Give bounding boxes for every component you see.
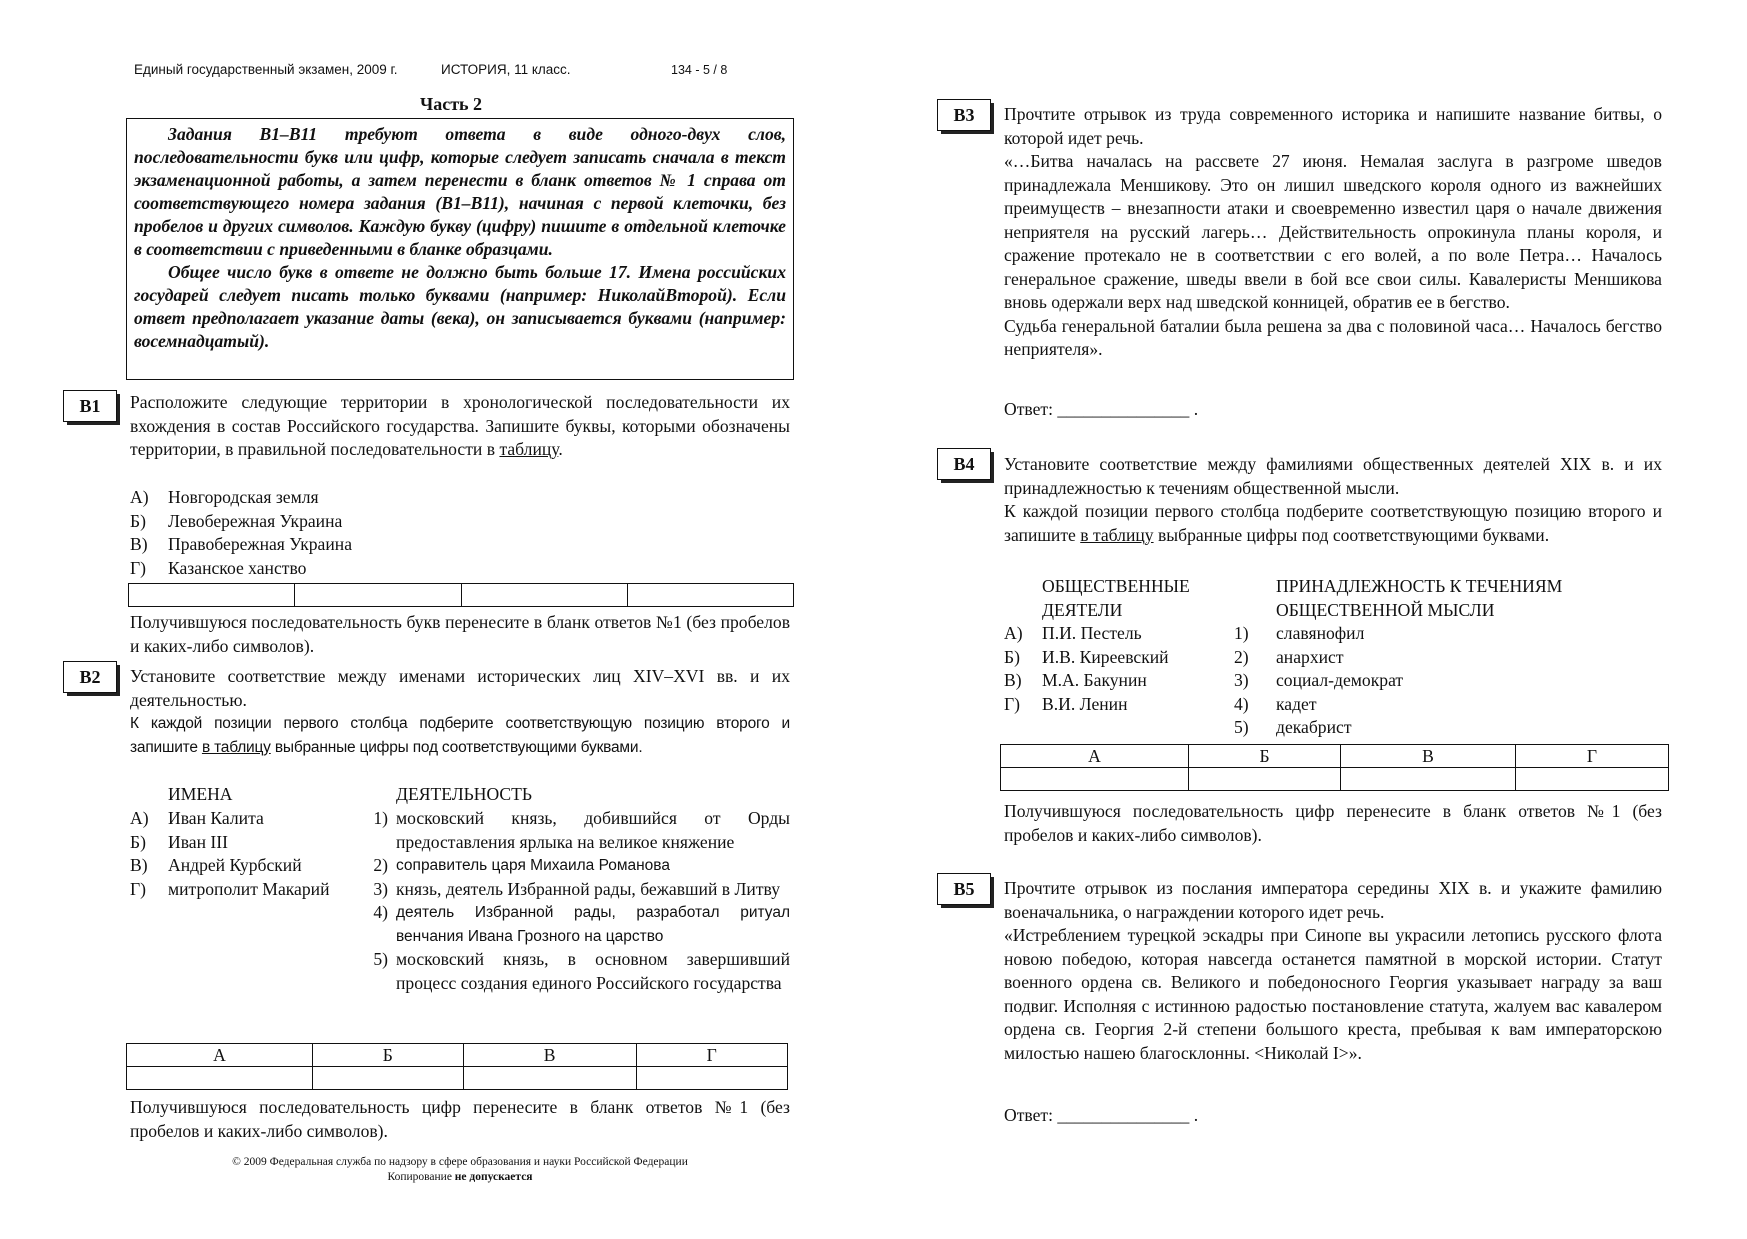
b1-answer-cell[interactable] — [129, 584, 295, 607]
list-item: 5) декабрист — [1234, 717, 1352, 737]
exam-title: Единый государственный экзамен, 2009 г. — [134, 62, 398, 77]
list-item: 2) соправитель царя Михаила Романова — [373, 855, 670, 875]
b4-answer-cell[interactable] — [1341, 768, 1516, 791]
b4-names-list — [1004, 622, 1234, 716]
b3-question-text: Прочтите отрывок из труда современного историка и напишите название битвы, о которой идет речь. «…Битва началась на рассвете 27 июня. Немалая заслуга в разгроме шведов принадлежала Меншикову. Это он лишил шведского короля одного из важнейших преимуществ – внезапности атаки и своевременно известил царя о начале движения неприятеля на русский лагерь… Действительность опрокинула планы короля, и сражение протекало не в соответствии с его волей, а по воле Петра… Началось генеральное сражение, шведы ввели в бой все свои силы. Кавалеристы Меншикова вновь одержали верх над шведской конницей, обратив ее в бегство. Судьба генеральной баталии была решена за два с половиной часа… Началось бегство неприятеля». — [1004, 103, 1662, 362]
list-item: Г) митрополит Макарий — [130, 878, 330, 899]
b4-answer-cell[interactable] — [1188, 768, 1340, 791]
question-label-b4: В4 — [937, 448, 991, 480]
question-label-b1: В1 — [63, 390, 117, 422]
b5-quote: «Истреблением турецкой эскадры при Синопе вы украсили летопись русского флота новою победою, которая навсегда останется памятной в морской истории. Статут военного ордена св. Великого и победоносного Георгия указывает награду за ваш подвиг. Исполняя с истинною радостью постановление статута, жалуем вас кавалером ордена св. Георгия 2-й степени большого креста, пребывая к вам императорскою милостью нашею благосклонны. <Николай I>». — [1004, 925, 1662, 1063]
subject-title: ИСТОРИЯ, 11 класс. — [441, 62, 571, 77]
b2-activities-list — [358, 807, 790, 995]
footer — [160, 1155, 760, 1185]
b4-table-header-b: Б — [1188, 745, 1340, 768]
list-item: 4) деятель Избранной рады, разработал ритуал венчания Ивана Грозного на царство — [373, 902, 790, 945]
question-label-b3: В3 — [937, 99, 991, 131]
instructions-box — [126, 118, 794, 380]
b5-answer-field[interactable]: Ответ: _______________ . — [1004, 1105, 1199, 1125]
b2-col2-header: ДЕЯТЕЛЬНОСТЬ — [396, 784, 532, 804]
b4-note: Получившуюся последовательность цифр перенесите в бланк ответов №1 (без пробелов и каких-либо символов). — [1004, 801, 1662, 845]
b2-table-header-g: Г — [636, 1044, 788, 1067]
list-item: Г) В.И. Ленин — [1004, 693, 1128, 714]
instructions-text-1: Задания В1–В11 требуют ответа в виде одного-двух слов, последовательности букв или цифр, которые следует записать сначала в текст экзаменационной работы, а затем перенести в бланк ответов № 1 справа от соответствующего номера задания (В1–В11), начиная с первой клеточки, без пробелов и других символов. Каждую букву (цифру) пишите в отдельной клеточке в соответствии с приведенными в бланке образцами. — [134, 124, 786, 259]
list-item: Б) Левобережная Украина — [130, 510, 343, 531]
b4-currents-list — [1234, 622, 1534, 740]
page-number: 134 - 5 / 8 — [671, 63, 728, 77]
b2-table-header-v: В — [463, 1044, 636, 1067]
b2-answer-cell[interactable] — [636, 1067, 788, 1090]
b4-answer-cell[interactable] — [1001, 768, 1189, 791]
b2-answer-cell[interactable] — [127, 1067, 313, 1090]
b4-table-header-v: В — [1341, 745, 1516, 768]
b1-items-list — [130, 486, 530, 580]
list-item: Б) Иван III — [130, 831, 228, 852]
list-item: 3) князь, деятель Избранной рады, бежавший в Литву — [373, 878, 781, 899]
b2-table-header-a: А — [127, 1044, 313, 1067]
b1-question-text: Расположите следующие территории в хронологической последовательности их вхождения в состав Российского государства. Запишите буквы, которыми обозначены территории, в правильной последовательности в таблицу. — [130, 392, 790, 459]
b2-note: Получившуюся последовательность цифр перенесите в бланк ответов №1 (без пробелов и каких-либо символов). — [130, 1097, 790, 1141]
b3-quote: «…Битва началась на рассвете 27 июня. Немалая заслуга в разгроме шведов принадлежала Меншикову. Это он лишил шведского короля одного из важнейших преимуществ – внезапности атаки и своевременно известил царя о начале движения неприятеля на русский лагерь… Действительность опрокинула планы короля, и сражение протекало не в соответствии с его волей, а по воле Петра… Началось генеральное сражение, шведы ввели в бой все свои силы. Кавалеристы Меншикова вновь одержали верх над шведской конницей, обратив ее в бегство. — [1004, 151, 1662, 312]
list-item: А) П.И. Пестель — [1004, 623, 1142, 643]
b2-answer-cell[interactable] — [313, 1067, 464, 1090]
b2-answer-table — [126, 1043, 788, 1090]
b1-answer-cell[interactable] — [627, 584, 793, 607]
b4-col2-header: ПРИНАДЛЕЖНОСТЬ К ТЕЧЕНИЯМ ОБЩЕСТВЕННОЙ МЫСЛИ — [1276, 576, 1563, 620]
b2-table-link: в таблицу — [201, 738, 271, 756]
list-item: 1) московский князь, добившийся от Орды предоставления ярлыка на великое княжение — [373, 808, 790, 852]
list-item: 3) социал-демократ — [1234, 670, 1404, 690]
b4-answer-table — [1000, 744, 1669, 791]
list-item: А) Новгородская земля — [130, 487, 319, 507]
b4-answer-cell[interactable] — [1515, 768, 1668, 791]
b3-quote-end: Судьба генеральной баталии была решена за два с половиной часа… Началось бегство неприятеля». — [1004, 315, 1662, 359]
footer-copyright: © 2009 Федеральная служба по надзору в сфере образования и науки Российской Федерации — [232, 1156, 688, 1168]
b4-question-text: Установите соответствие между фамилиями общественных деятелей XIX в. и их принадлежностью к течениям общественной мысли. К каждой позиции первого столбца подберите соответствующую позицию второго и запишите в таблицу выбранные цифры под соответствующими буквами. — [1004, 454, 1662, 545]
b5-question-text: Прочтите отрывок из послания императора середины XIX в. и укажите фамилию военачальника, о награждении которого идет речь. «Истреблением турецкой эскадры при Синопе вы украсили летопись русского флота новою победою, которая навсегда останется памятной в морской истории. Статут военного ордена св. Великого и победоносного Георгия указывает награду за ваш подвиг. Исполняя с истинною радостью постановление статута, жалуем вас кавалером ордена св. Георгия 2-й степени большого креста, пребывая к вам императорскою милостью нашею благосклонны. <Николай I>». — [1004, 877, 1662, 1065]
b1-answer-cell[interactable] — [461, 584, 627, 607]
part-title: Часть 2 — [420, 94, 483, 114]
question-label-b5: В5 — [937, 873, 991, 905]
list-item: 2) анархист — [1234, 646, 1344, 667]
list-item: В) М.А. Бакунин — [1004, 670, 1147, 690]
list-item: Г) Казанское ханство — [130, 557, 307, 578]
list-item: Б) И.В. Киреевский — [1004, 646, 1169, 667]
b1-note: Получившуюся последовательность букв перенесите в бланк ответов №1 (без пробелов и каких-либо символов). — [130, 612, 790, 656]
b4-table-link: в таблицу — [1080, 524, 1154, 545]
list-item: 5) московский князь, в основном завершивший процесс создания единого Российского государства — [373, 949, 790, 993]
b1-answer-cell[interactable] — [295, 584, 461, 607]
footer-copy-notice: Копирование не допускается — [387, 1171, 533, 1183]
b2-col1-header: ИМЕНА — [168, 784, 233, 804]
instructions-text-2: Общее число букв в ответе не должно быть больше 17. Имена российских государей следует писать только буквами (например: НиколайВторой). Если ответ предполагает указание даты (века), он записывается буквами (например: восемнадцатый). — [134, 262, 786, 351]
b2-answer-cell[interactable] — [463, 1067, 636, 1090]
question-label-b2: В2 — [63, 661, 117, 693]
b2-table-header-b: Б — [313, 1044, 464, 1067]
list-item: В) Андрей Курбский — [130, 855, 302, 875]
b3-answer-field[interactable]: Ответ: _______________ . — [1004, 399, 1199, 419]
b1-table-link: таблицу — [499, 439, 559, 459]
b2-names-list — [130, 807, 370, 901]
list-item: 1) славянофил — [1234, 623, 1365, 643]
b4-table-header-g: Г — [1515, 745, 1668, 768]
b4-table-header-a: А — [1001, 745, 1189, 768]
list-item: А) Иван Калита — [130, 808, 264, 828]
b2-question-text: Установите соответствие между именами исторических лиц XIV–XVI вв. и их деятельностью. К каждой позиции первого столбца подберите соответствующую позицию второго и запишите в таблицу выбранные цифры под соответствующими буквами. — [130, 666, 790, 756]
b4-col1-header: ОБЩЕСТВЕННЫЕ ДЕЯТЕЛИ — [1042, 576, 1190, 620]
list-item: 4) кадет — [1234, 693, 1317, 714]
b1-answer-table — [128, 583, 794, 607]
list-item: В) Правобережная Украина — [130, 534, 353, 554]
